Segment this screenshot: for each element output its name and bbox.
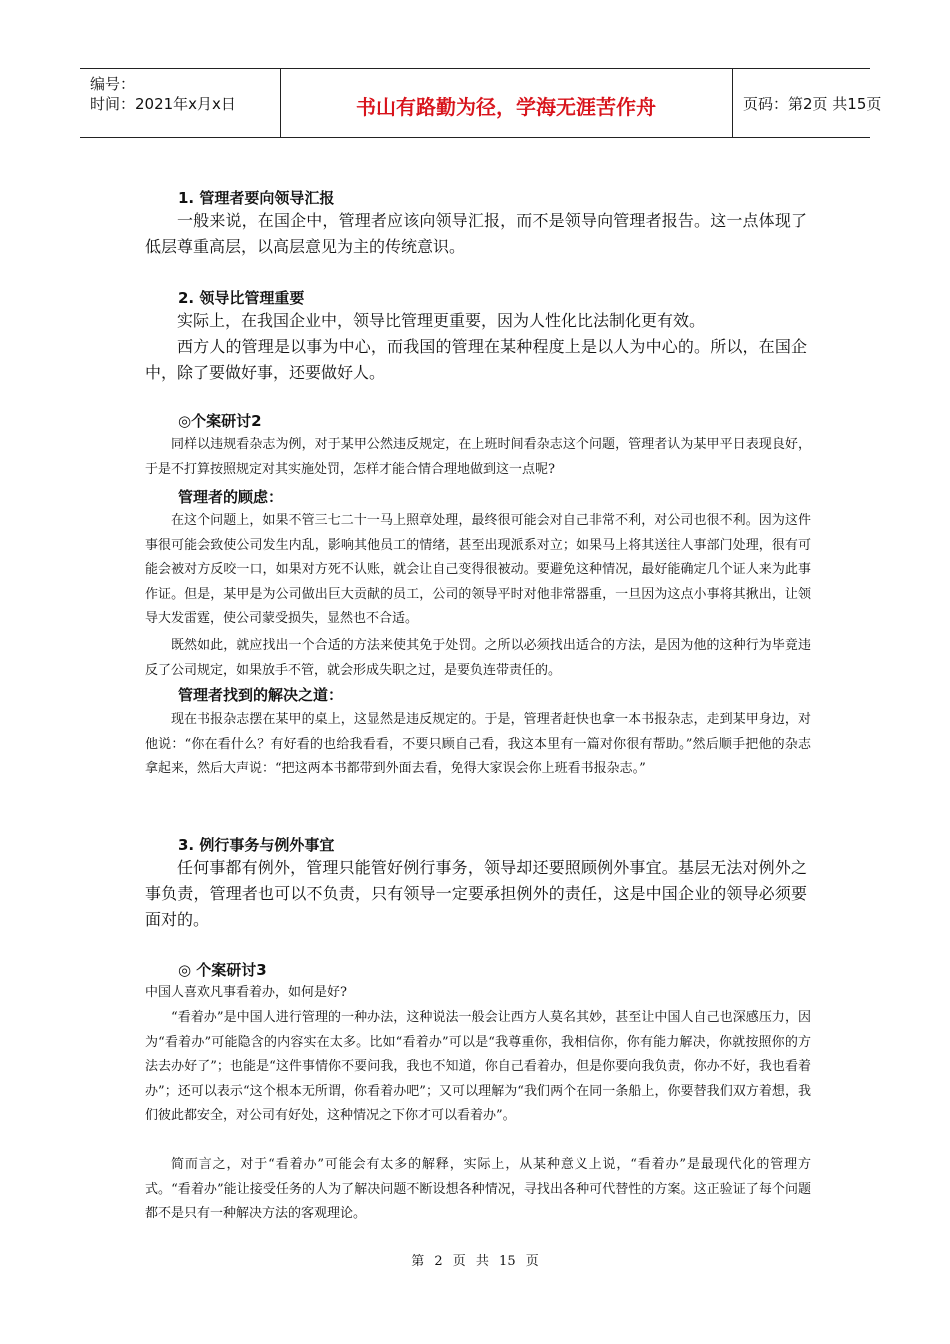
case-study-3-title: ◎ 个案研讨3	[178, 961, 267, 979]
case-study-2-title: ◎个案研讨2	[178, 412, 262, 430]
case-study-2-concerns-heading: 管理者的顾虑：	[178, 488, 284, 506]
section-2-paragraph-2: 西方人的管理是以事为中心，而我国的管理在某种程度上是以人为中心的。所以，在国企中，除了要做好事，还要做好人。	[145, 337, 807, 382]
header-page-info: 页码：第2页 共15页	[743, 95, 882, 113]
document-time-label: 时间：2021年x月x日	[90, 95, 236, 113]
page-header	[80, 68, 882, 138]
section-1-title: 1. 管理者要向领导汇报	[178, 189, 335, 207]
document-number-label: 编号：	[90, 75, 136, 93]
page-footer: 第 2 页 共 15 页	[411, 1254, 539, 1269]
case-study-3-question: 中国人喜欢凡事看着办，如何是好?	[145, 985, 347, 1000]
case-study-2-concerns-paragraph: 在这个问题上，如果不管三七二十一马上照章处理，最终很可能会对自己非常不利，对公司也很不利。因为这件事很可能会致使公司发生内乱，影响其他员工的情绪，甚至出现派系对立；如果马上将其送往人事部门处理，很有可能会被对方反咬一口，如果对方死不认账，就会让自己变得很被动。要避免这种情况，最好能确定几个证人来为此事作证。但是，某甲是为公司做出巨大贡献的员工，公司的领导平时对他非常器重，一旦因为这点小事将其揪出，让领导大发雷霆，使公司蒙受损失，显然也不合适。	[145, 513, 811, 626]
section-1-paragraph: 一般来说，在国企中，管理者应该向领导汇报，而不是领导向管理者报告。这一点体现了低层尊重高层，以高层意见为主的传统意识。	[145, 211, 807, 256]
header-motto-cell	[280, 69, 733, 137]
section-3-title: 3. 例行事务与例外事宜	[178, 836, 335, 854]
case-study-2-solution-heading: 管理者找到的解决之道：	[178, 686, 344, 704]
case-study-3-paragraph-1: “看着办”是中国人进行管理的一种办法，这种说法一般会让西方人莫名其妙，甚至让中国人自己也深感压力，因为“看着办”可能隐含的内容实在太多。比如“看着办”可以是“我尊重你，我相信你，你有能力解决，你就按照你的方法去办好了”；也能是“这件事情你不要问我，我也不知道，你自己看着办，但是你要向我负责，你办不好，我也看着办”；还可以表示“这个根本无所谓，你看着办吧”；又可以理解为“我们两个在同一条船上，你要替我们双方着想，我们彼此都安全，对公司有好处，这种情况之下你才可以看着办”。	[145, 1010, 811, 1123]
header-page-cell	[733, 69, 882, 137]
case-study-2-solution-paragraph: 现在书报杂志摆在某甲的桌上，这显然是违反规定的。于是，管理者赶快也拿一本书报杂志，走到某甲身边，对他说：“你在看什么？有好看的也给我看看，不要只顾自己看，我这本里有一篇对你很有帮助。”然后顺手把他的杂志拿起来，然后大声说：“把这两本书都带到外面去看，免得大家误会你上班看书报杂志。”	[145, 712, 811, 776]
case-study-3-paragraph-2: 简而言之，对于“看着办”可能会有太多的解释，实际上，从某种意义上说，“看着办”是最现代化的管理方式。“看着办”能让接受任务的人为了解决问题不断设想各种情况，寻找出各种可代替性的方案。这正验证了每个问题都不是只有一种解决方法的客观理论。	[145, 1157, 811, 1221]
header-motto: 书山有路勤为径，学海无涯苦作舟	[356, 95, 656, 119]
section-2-paragraph-1: 实际上，在我国企业中，领导比管理更重要，因为人性化比法制化更有效。	[177, 311, 706, 330]
section-2-title: 2. 领导比管理重要	[178, 289, 305, 307]
case-study-2-intro: 同样以违规看杂志为例，对于某甲公然违反规定，在上班时间看杂志这个问题，管理者认为某甲平日表现良好，于是不打算按照规定对其实施处罚，怎样才能合情合理地做到这一点呢?	[145, 437, 811, 477]
case-study-2-reason-paragraph: 既然如此，就应找出一个合适的方法来使其免于处罚。之所以必须找出适合的方法，是因为他的这种行为毕竟违反了公司规定，如果放手不管，就会形成失职之过，是要负连带责任的。	[145, 638, 811, 678]
header-info-cell	[80, 69, 281, 137]
section-3-paragraph: 任何事都有例外，管理只能管好例行事务，领导却还要照顾例外事宜。基层无法对例外之事负责，管理者也可以不负责，只有领导一定要承担例外的责任，这是中国企业的领导必须要面对的。	[145, 858, 807, 929]
